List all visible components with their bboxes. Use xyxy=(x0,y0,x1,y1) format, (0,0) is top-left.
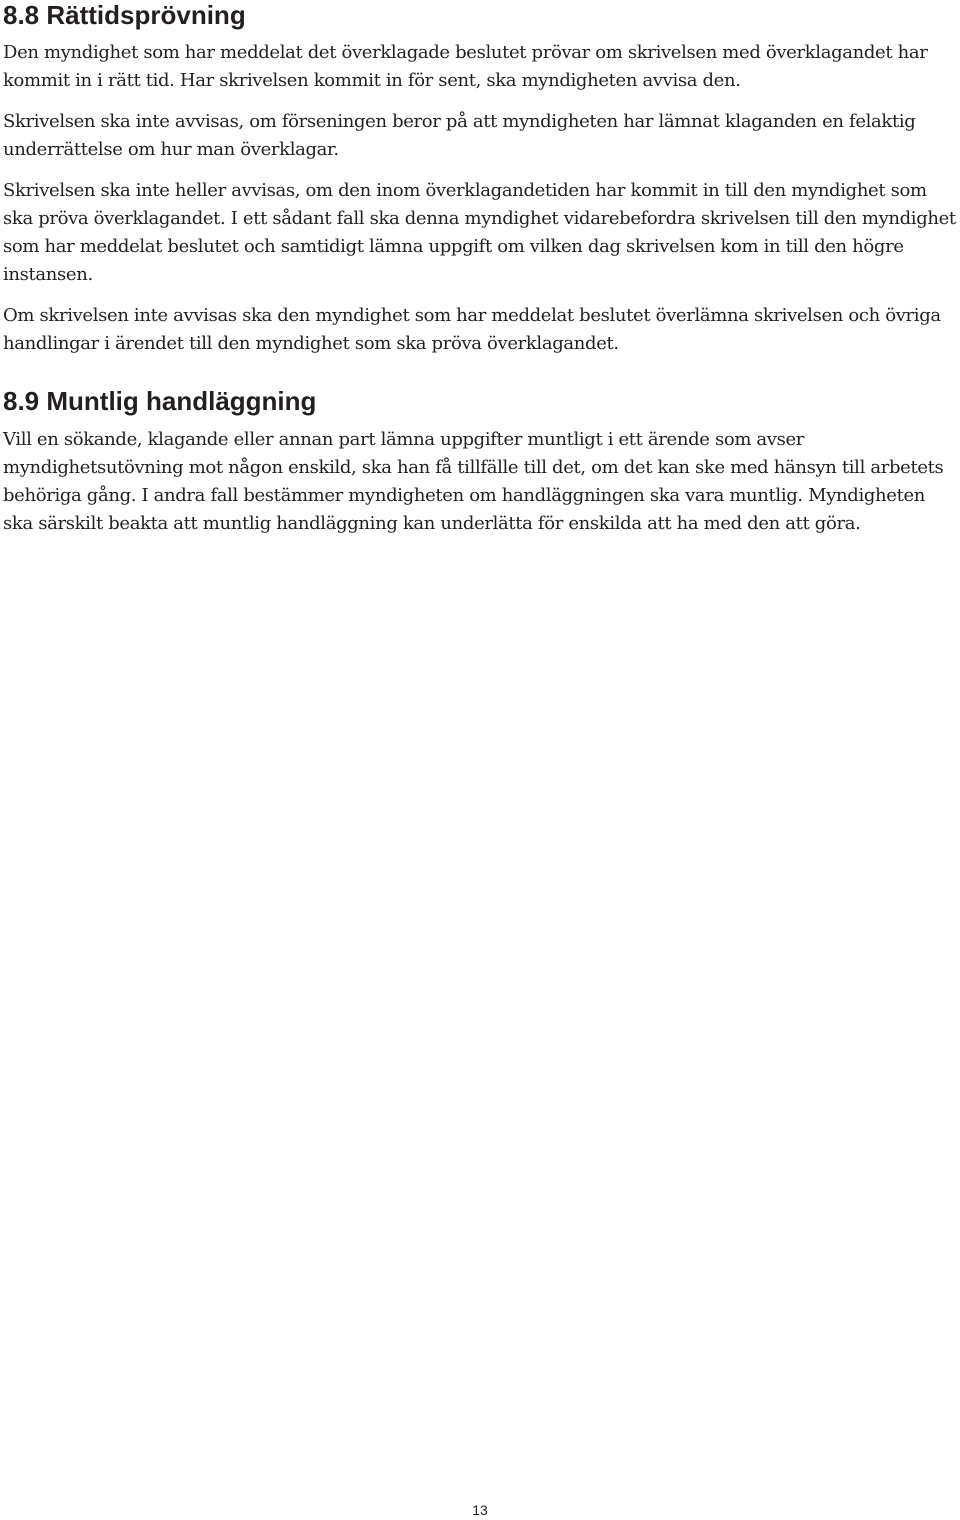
page-number: 13 xyxy=(472,1502,488,1518)
paragraph: Skrivelsen ska inte heller avvisas, om den inom överklagandetiden har kommit in till den myndighet som ska pröva överklagandet. I ett sådant fall ska denna myndighet vidarebefordra skrivelsen till den myndighet som har meddelat beslutet och samtidigt lämna uppgift om vilken dag skrivelsen kom in till den högre instansen. xyxy=(3,180,956,285)
paragraph: Om skrivelsen inte avvisas ska den myndighet som har meddelat beslutet överlämna skrivelsen och övriga handlingar i ärendet till den myndighet som ska pröva överklagandet. xyxy=(3,305,941,354)
paragraph: Vill en sökande, klagande eller annan part lämna uppgifter muntligt i ett ärende som avser myndighetsutövning mot någon enskild, ska han få tillfälle till det, om det kan ske med hänsyn till arbetets behöriga gång. I andra fall bestämmer myndigheten om handläggningen ska vara muntlig. Myndigheten ska särskilt beakta att muntlig handläggning kan underlätta för enskilda att ha med den att göra. xyxy=(3,429,944,534)
section-heading-muntlig-handlaggning: 8.9 Muntlig handläggning xyxy=(3,386,317,416)
paragraph: Skrivelsen ska inte avvisas, om förseningen beror på att myndigheten har lämnat klaganden en felaktig underrättelse om hur man överklagar. xyxy=(3,111,916,160)
paragraph: Den myndighet som har meddelat det överklagade beslutet prövar om skrivelsen med överklagandet har kommit in i rätt tid. Har skrivelsen kommit in för sent, ska myndigheten avvisa den. xyxy=(3,42,928,91)
section-spacer xyxy=(3,358,957,386)
section-heading-rattidsprovning: 8.8 Rättidsprövning xyxy=(3,0,246,30)
document-page xyxy=(3,0,957,538)
